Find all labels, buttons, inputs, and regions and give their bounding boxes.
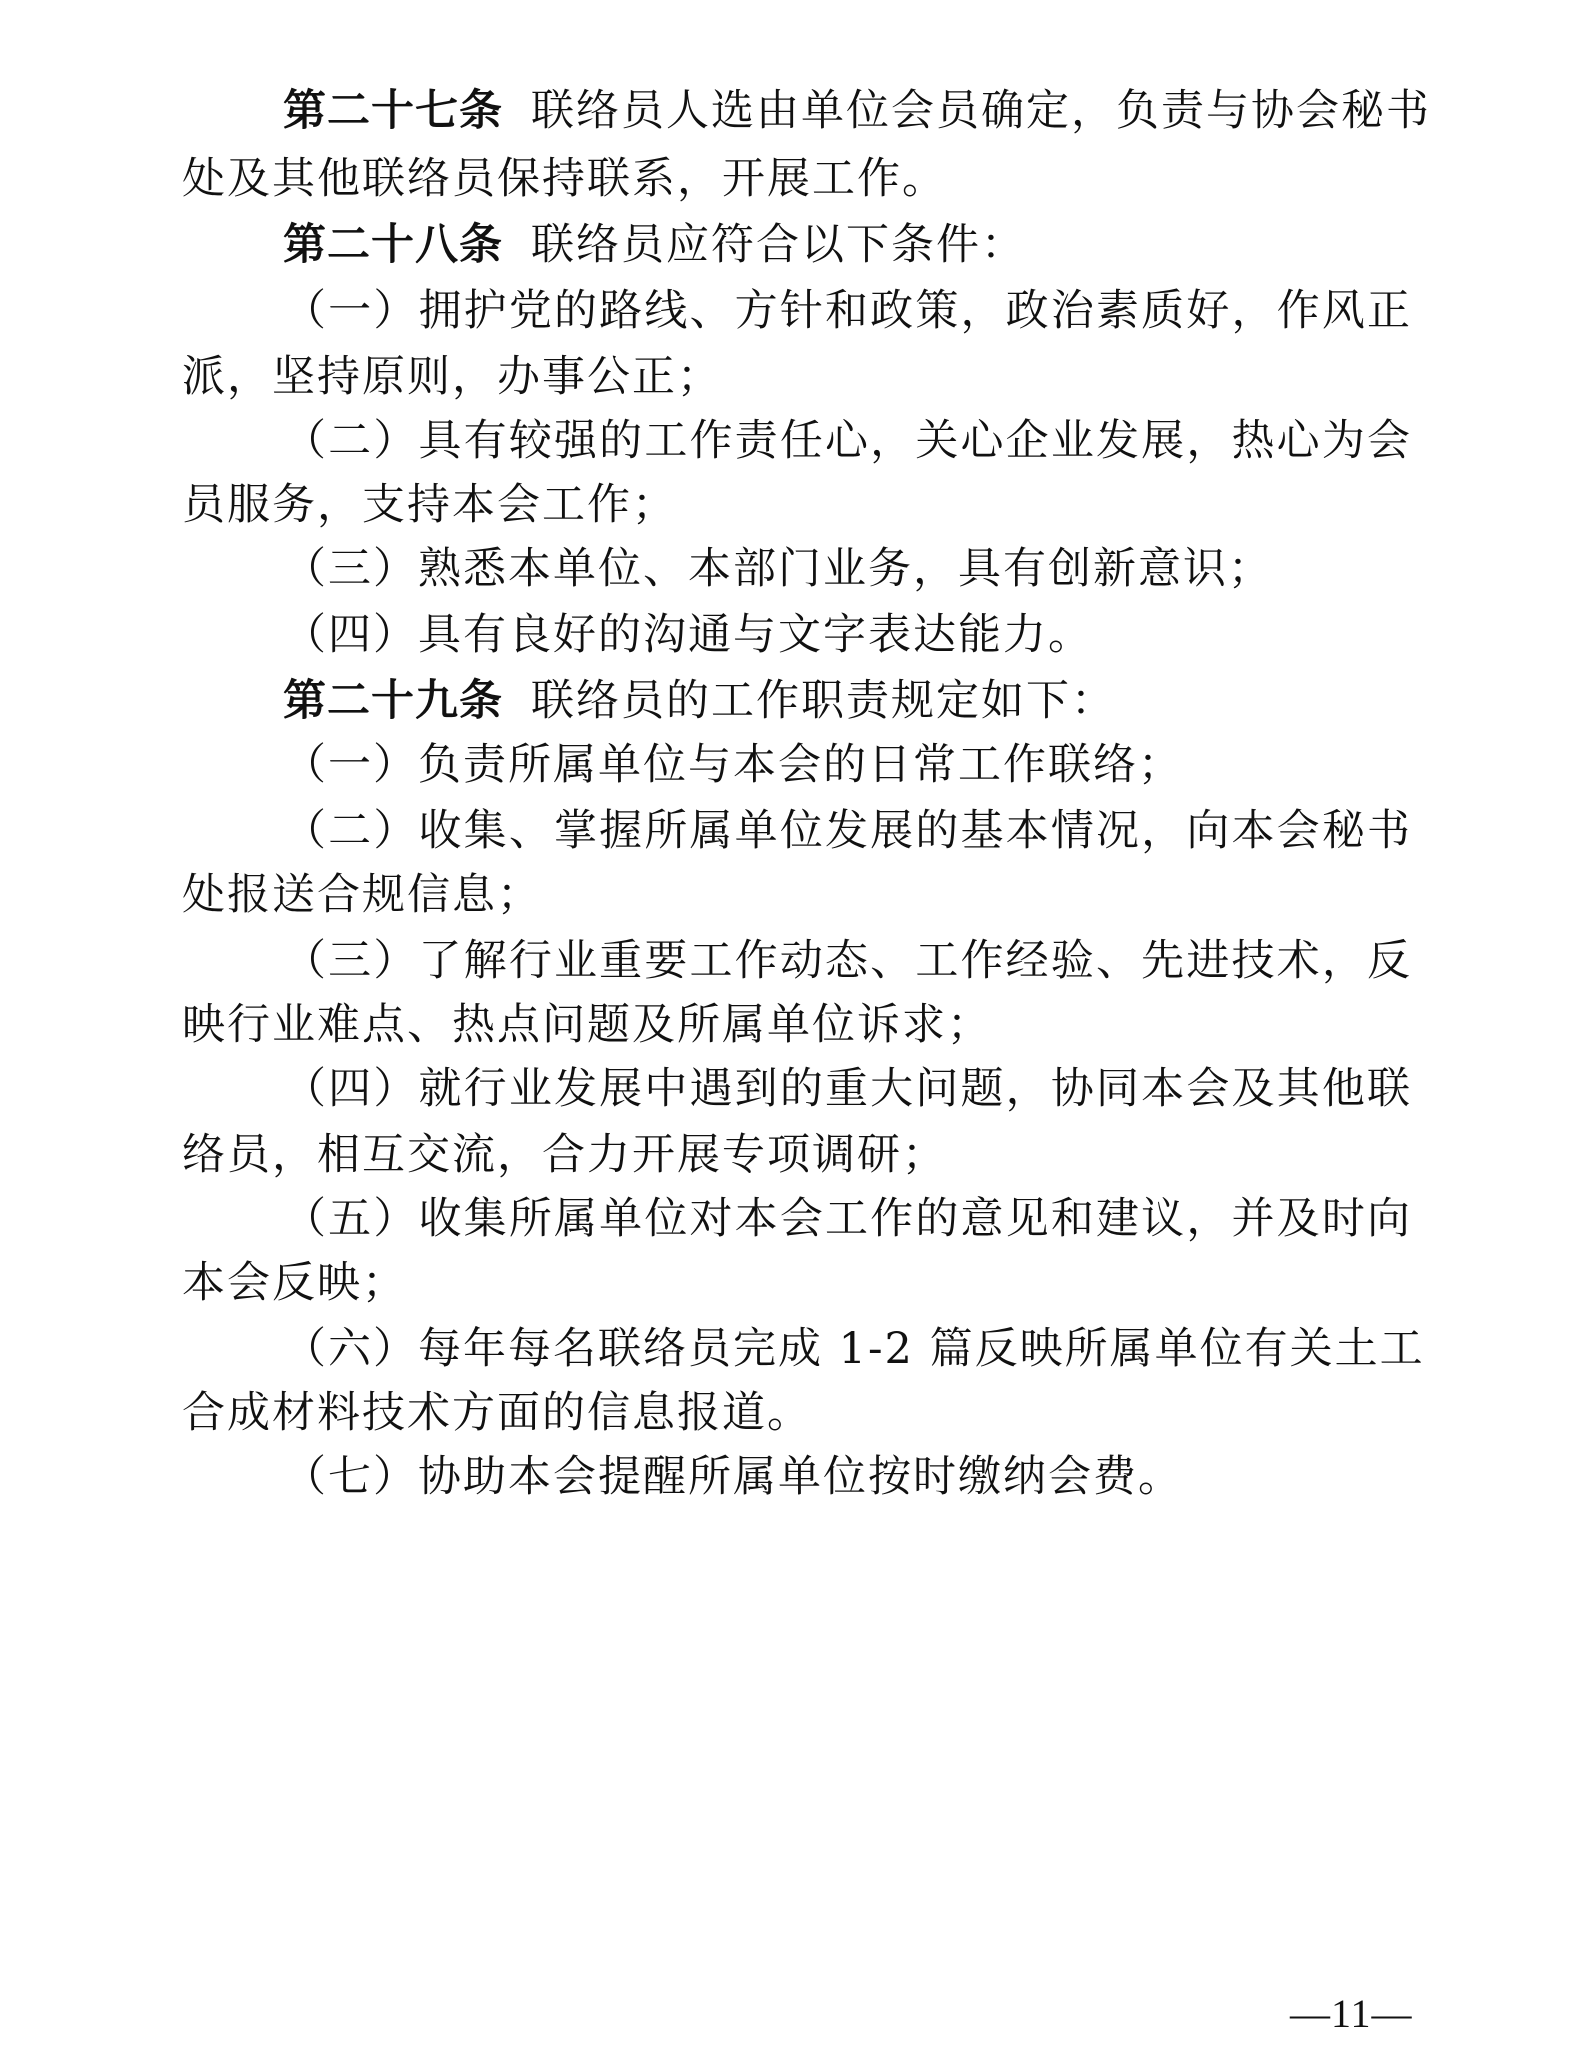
- article-29-item-6-line-2: 合成材料技术方面的信息报道。: [182, 1388, 812, 1438]
- article-29-item-6-line-1: （六）每年每名联络员完成 1-2 篇反映所属单位有关土工: [283, 1324, 1425, 1374]
- page-number: —11—: [1290, 1991, 1413, 2036]
- article-29-heading: [283, 676, 1412, 726]
- article-28-item-2-line-1: （二）具有较强的工作责任心，关心企业发展，热心为会: [283, 416, 1412, 466]
- article-28-item-2-line-2: 员服务，支持本会工作；: [182, 480, 677, 530]
- article-28-item-1-line-1: （一）拥护党的路线、方针和政策，政治素质好，作风正: [283, 286, 1412, 336]
- article-29-item-3-line-1: （三）了解行业重要工作动态、工作经验、先进技术，反: [283, 936, 1412, 986]
- article-29-item-2-line-1: （二）收集、掌握所属单位发展的基本情况，向本会秘书: [283, 806, 1412, 856]
- article-29-item-5-line-2: 本会反映；: [182, 1258, 407, 1308]
- article-29-intro: 联络员的工作职责规定如下：: [531, 676, 1116, 726]
- article-29-item-5-line-1: （五）收集所属单位对本会工作的意见和建议，并及时向: [283, 1194, 1412, 1244]
- article-28-heading: [283, 220, 1412, 270]
- article-29-label: 第二十九条: [283, 676, 503, 726]
- article-28-item-3: （三）熟悉本单位、本部门业务，具有创新意识；: [283, 544, 1273, 594]
- article-27-line-2: 处及其他联络员保持联系，开展工作。: [182, 154, 947, 204]
- article-27-text: 联络员人选由单位会员确定，负责与协会秘书: [531, 86, 1431, 136]
- article-28-intro: 联络员应符合以下条件：: [531, 220, 1026, 270]
- article-27-line-1: [283, 86, 1431, 136]
- article-29-item-1: （一）负责所属单位与本会的日常工作联络；: [283, 740, 1183, 790]
- article-28-item-4: （四）具有良好的沟通与文字表达能力。: [283, 610, 1093, 660]
- article-29-item-4-line-1: （四）就行业发展中遇到的重大问题，协同本会及其他联: [283, 1064, 1412, 1114]
- article-29-item-4-line-2: 络员，相互交流，合力开展专项调研；: [182, 1130, 947, 1180]
- article-28-label: 第二十八条: [283, 220, 503, 270]
- article-28-item-1-line-2: 派，坚持原则，办事公正；: [182, 352, 722, 402]
- article-29-item-3-line-2: 映行业难点、热点问题及所属单位诉求；: [182, 1000, 992, 1050]
- article-29-item-2-line-2: 处报送合规信息；: [182, 870, 542, 920]
- article-29-item-7: （七）协助本会提醒所属单位按时缴纳会费。: [283, 1452, 1183, 1502]
- article-27-label: 第二十七条: [283, 86, 503, 136]
